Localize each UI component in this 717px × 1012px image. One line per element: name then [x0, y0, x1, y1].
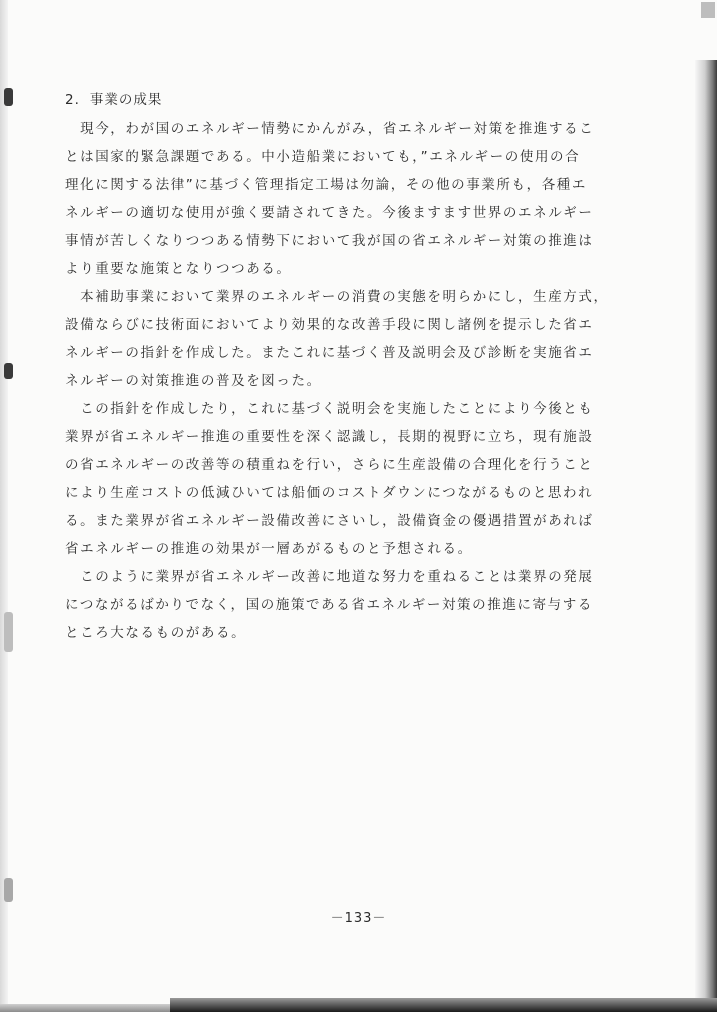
text-line: ところ大なるものがある。: [65, 625, 247, 641]
scan-right-edge: [695, 60, 717, 1000]
text-line: ネルギーの指針を作成した。またこれに基づく普及説明会及び診断を実施省エ: [65, 345, 594, 361]
binding-hole: [4, 88, 13, 106]
text-line: る。また業界が省エネルギー設備改善にさいし，設備資金の優遇措置があれば: [65, 513, 594, 529]
page-number: －133－: [330, 911, 387, 926]
text-line: により生産コストの低減ひいては船価のコストダウンにつながるものと思われ: [65, 485, 594, 501]
section-title: 事業の成果: [89, 92, 163, 108]
text-line: とは国家的緊急課題である。中小造船業においても，”エネルギーの使用の合: [65, 149, 581, 165]
scan-left-edge: [0, 0, 8, 1012]
text-line: このように業界が省エネルギー改善に地道な努力を重ねることは業界の発展: [65, 569, 594, 585]
text-line: 省エネルギーの推進の効果が一層あがるものと予想される。: [65, 541, 473, 557]
scan-bottom-edge: [170, 998, 717, 1012]
binding-hole: [4, 363, 13, 379]
text-line: ネルギーの対策推進の普及を図った。: [65, 373, 322, 389]
text-line: 設備ならびに技術面においてより効果的な改善手段に関し諸例を提示した省エ: [65, 317, 594, 333]
scan-corner-mark: [701, 2, 715, 18]
binding-mark: [4, 612, 13, 652]
text-line: この指針を作成したり，これに基づく説明会を実施したことにより今後とも: [65, 401, 594, 417]
text-line: 現今，わが国のエネルギー情勢にかんがみ，省エネルギー対策を推進するこ: [65, 121, 595, 137]
scan-bottom-edge-left: [0, 1004, 170, 1012]
text-line: 本補助事業において業界のエネルギーの消費の実態を明らかにし，生産方式，: [65, 289, 609, 305]
body-text: [65, 115, 615, 647]
text-line: の省エネルギーの改善等の積重ねを行い，さらに生産設備の合理化を行うこと: [65, 457, 594, 473]
text-line: より重要な施策となりつつある。: [65, 261, 292, 277]
text-line: 業界が省エネルギー推進の重要性を深く認識し，長期的視野に立ち，現有施設: [65, 429, 594, 445]
section-heading: [65, 88, 162, 108]
section-number: 2.: [65, 92, 80, 108]
text-line: ネルギーの適切な使用が強く要請されてきた。今後ますます世界のエネルギー: [65, 205, 594, 221]
text-line: 事情が苦しくなりつつある情勢下において我が国の省エネルギー対策の推進は: [65, 233, 594, 249]
text-line: につながるばかりでなく，国の施策である省エネルギー対策の推進に寄与する: [65, 597, 593, 613]
text-line: 理化に関する法律”に基づく管理指定工場は勿論，その他の事業所も，各種エ: [65, 177, 587, 193]
binding-mark: [4, 878, 13, 902]
